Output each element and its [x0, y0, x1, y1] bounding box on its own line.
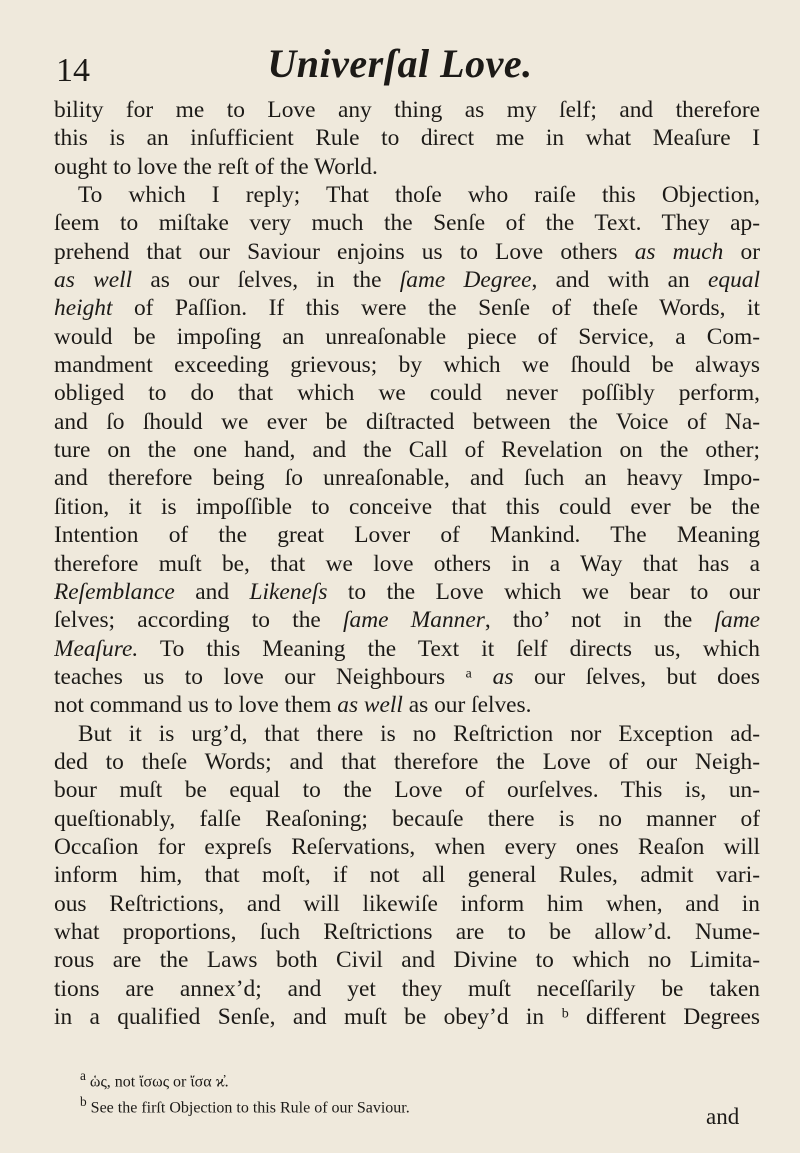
- text-run: ought to love the reſt of the World.: [54, 153, 378, 180]
- italic-text: height: [54, 295, 113, 322]
- text-line: [54, 578, 760, 606]
- text-line: [54, 408, 760, 436]
- italic-text: equal: [708, 267, 760, 294]
- text-line: [54, 181, 760, 209]
- italic-text: Likeneſs: [249, 578, 328, 605]
- text-run: queſtionably, falſe Reaſoning; becauſe there is no manner of: [54, 805, 760, 832]
- text-run: Intention of the great Lover of Mankind. The Meaning: [54, 522, 760, 549]
- text-line: [54, 266, 760, 294]
- text-run: therefore muſt be, that we love others in a Way that has a: [54, 550, 760, 577]
- text-run: tions are annex’d; and yet they muſt neceſſarily be taken: [54, 975, 760, 1002]
- text-run: as our ſelves, in the: [132, 267, 400, 294]
- text-line: [54, 833, 760, 861]
- text-line: [54, 493, 760, 521]
- text-line: [54, 918, 760, 946]
- text-line: [54, 238, 760, 266]
- text-run: and therefore being ſo unreaſonable, and ſuch an heavy Impo-: [54, 465, 760, 492]
- italic-text: Meaſure.: [54, 635, 139, 662]
- text-line: [54, 663, 760, 691]
- italic-text: as well: [54, 267, 133, 294]
- text-run: ous Reſtrictions, and will likewiſe inform him when, and in: [54, 890, 760, 917]
- text-run: would be impoſing an unreaſonable piece of Service, a Com-: [54, 323, 760, 350]
- text-run: rous are the Laws both Civil and Divine to which no Limita-: [54, 947, 760, 974]
- text-line: [54, 521, 760, 549]
- text-run: as our ſelves.: [402, 692, 532, 719]
- text-line: [54, 153, 760, 181]
- text-run: of Paſſion. If this were the Senſe of theſe Words, it: [112, 295, 760, 322]
- body-text: [54, 96, 760, 1031]
- text-run: and ſo ſhould we ever be diſtracted between the Voice of Na-: [54, 408, 760, 435]
- text-run: ſelves; according to the: [54, 607, 344, 634]
- text-run: , tho’ not in the: [484, 607, 715, 634]
- italic-text: ſame Manner: [343, 607, 485, 634]
- footnotes: [80, 1066, 780, 1119]
- text-run: mandment exceeding grievous; by which we ſhould be always: [54, 352, 760, 379]
- text-run: inform him, that moſt, if not all general Rules, admit vari-: [54, 862, 760, 889]
- text-line: [54, 124, 760, 152]
- text-run: prehend that our Saviour enjoins us to Love others: [54, 238, 635, 265]
- text-run: But it is urg’d, that there is no Reſtriction nor Exception ad-: [78, 720, 760, 747]
- text-line: [54, 351, 760, 379]
- text-line: [54, 776, 760, 804]
- italic-text: as much: [634, 238, 724, 265]
- text-run: and: [174, 578, 250, 605]
- text-line: [54, 209, 760, 237]
- text-run: bour muſt be equal to the Love of ourſelves. This is, un-: [54, 777, 760, 804]
- text-run: what proportions, ſuch Reſtrictions are to be allow’d. Nume-: [54, 918, 760, 945]
- text-run: To this Meaning the Text it ſelf directs us, which: [138, 635, 760, 662]
- text-line: [54, 550, 760, 578]
- page-header: [0, 38, 800, 98]
- footnote: [80, 1092, 780, 1118]
- text-line: [54, 323, 760, 351]
- text-run: to the Love which we bear to our: [327, 578, 760, 605]
- text-run: our ſelves, but does: [513, 663, 760, 690]
- page-number: 14: [56, 52, 90, 89]
- footnote: [80, 1066, 780, 1092]
- text-run: Occaſion for expreſs Reſervations, when every ones Reaſon will: [54, 833, 760, 860]
- footnote-text: ὡς, not ἴσως or ἴσα ϰ̓.: [89, 1073, 229, 1091]
- text-line: [54, 436, 760, 464]
- footnote-mark: b: [80, 1094, 87, 1110]
- text-run: ture on the one hand, and the Call of Revelation on the other;: [54, 437, 760, 464]
- text-line: [54, 294, 760, 322]
- text-run: not command us to love them: [54, 692, 338, 719]
- text-line: [54, 464, 760, 492]
- text-run: To which I reply; That thoſe who raiſe this Objection,: [78, 182, 760, 209]
- footnote-text: See the firſt Objection to this Rule of our Saviour.: [90, 1099, 410, 1117]
- italic-text: ſame Degree: [399, 267, 532, 294]
- text-run: in a qualified Senſe, and muſt be obey’d in ᵇ different Degrees: [54, 1004, 760, 1030]
- text-line: [54, 946, 760, 974]
- text-run: or: [723, 238, 760, 265]
- text-run: this is an inſufficient Rule to direct me in what Meaſure I: [54, 125, 760, 152]
- text-line: [54, 96, 760, 124]
- italic-text: as well: [337, 692, 403, 719]
- text-run: ded to theſe Words; and that therefore the Love of our Neigh-: [54, 748, 760, 775]
- text-line: [54, 1003, 760, 1031]
- text-run: , and with an: [531, 267, 709, 294]
- text-line: [54, 890, 760, 918]
- text-line: [54, 748, 760, 776]
- text-line: [54, 635, 760, 663]
- text-line: [54, 861, 760, 889]
- text-run: teaches us to love our Neighbours ᵃ: [54, 663, 493, 690]
- text-run: bility for me to Love any thing as my ſelf; and therefore: [54, 97, 760, 123]
- text-line: [54, 379, 760, 407]
- text-run: obliged to do that which we could never poſſibly perform,: [54, 380, 760, 407]
- italic-text: Reſemblance: [54, 578, 175, 605]
- text-line: [54, 691, 760, 719]
- footnote-mark: a: [80, 1068, 86, 1083]
- italic-text: ſame: [714, 607, 760, 634]
- italic-text: as: [492, 663, 514, 690]
- text-line: [54, 975, 760, 1003]
- text-run: ſition, it is impoſſible to conceive that this could ever be the: [54, 493, 760, 520]
- text-line: [54, 720, 760, 748]
- text-line: [54, 805, 760, 833]
- text-line: [54, 606, 760, 634]
- text-run: ſeem to miſtake very much the Senſe of the Text. They ap-: [54, 210, 760, 237]
- running-title: Univerſal Love.: [267, 41, 533, 86]
- catchword: and: [706, 1104, 740, 1129]
